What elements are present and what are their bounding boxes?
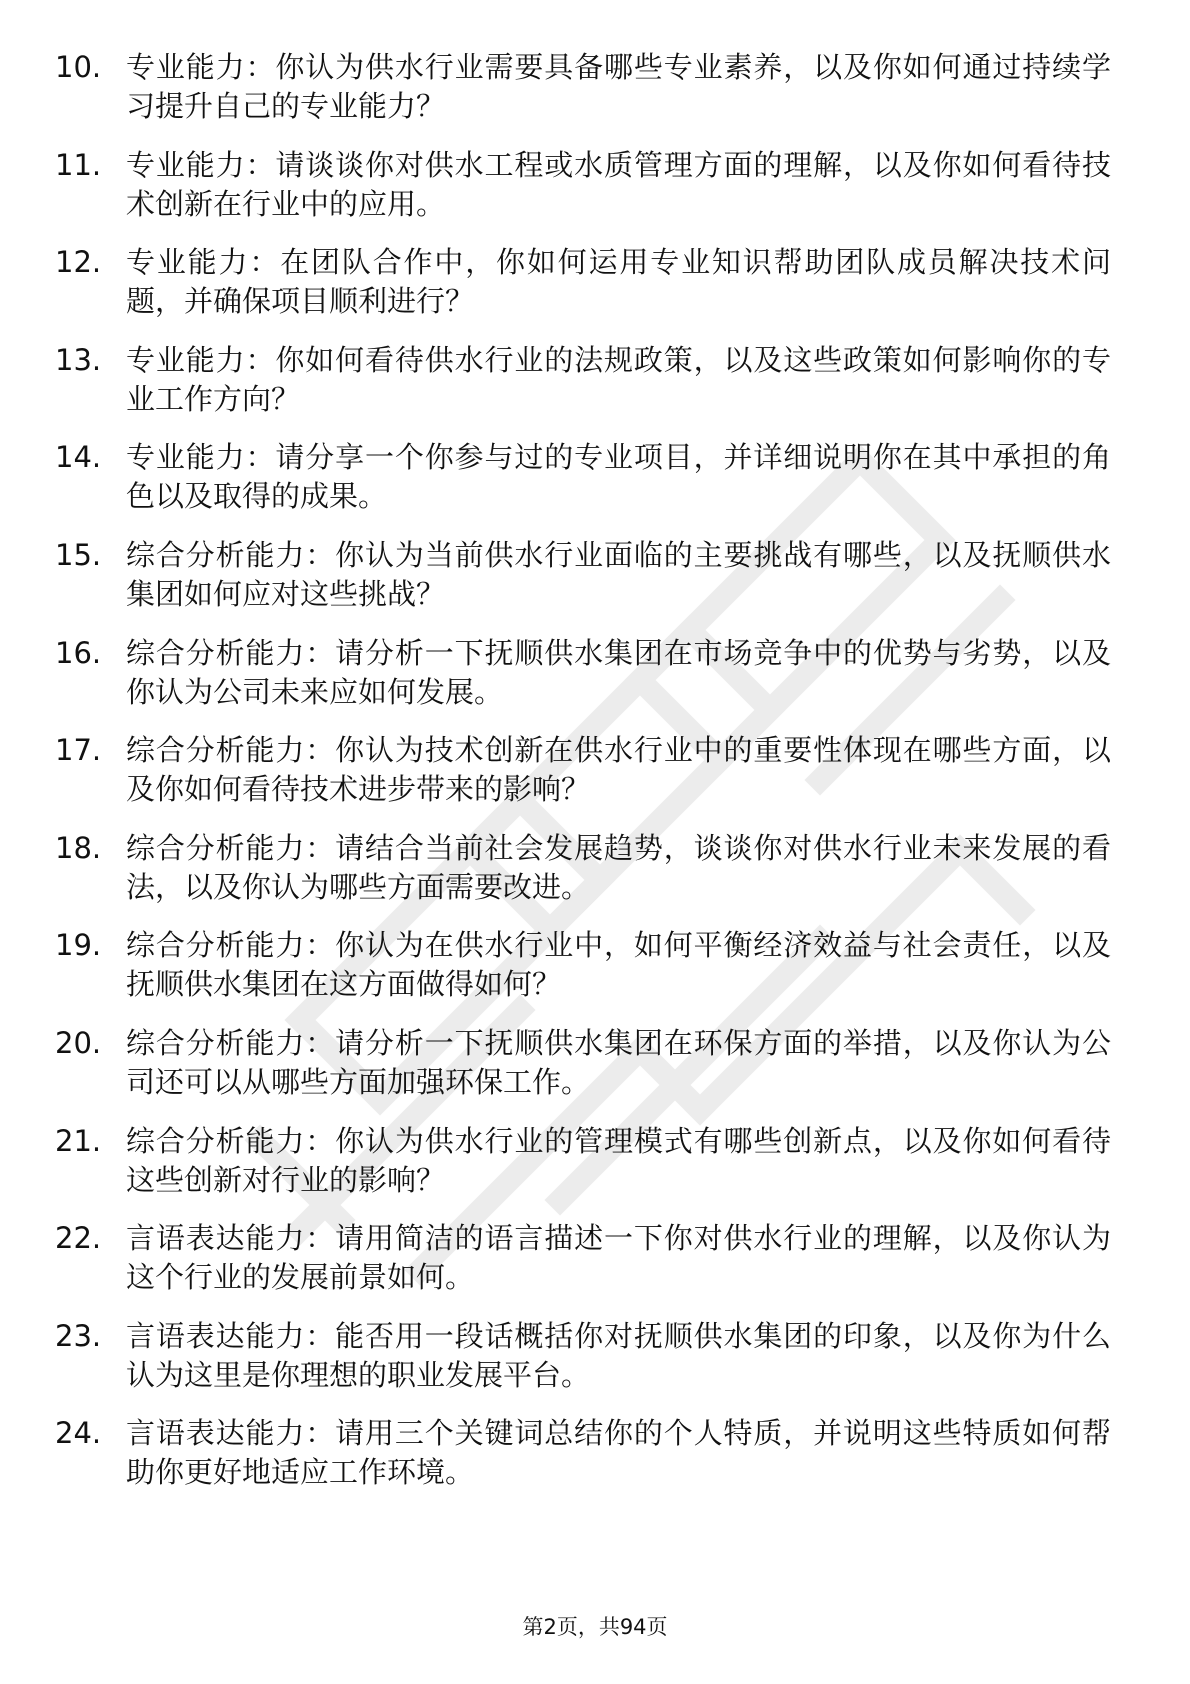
question-number: 11. <box>55 147 102 182</box>
question-text: 综合分析能力：你认为技术创新在供水行业中的重要性体现在哪些方面，以及你如何看待技术进步带来的影响？ <box>126 733 1111 807</box>
question-text: 专业能力：请谈谈你对供水工程或水质管理方面的理解，以及你如何看待技术创新在行业中的应用。 <box>126 147 1111 221</box>
list-item <box>0 243 1190 341</box>
list-item <box>0 341 1190 439</box>
page-number-footer: 第2页，共94页 <box>522 1615 668 1639</box>
question-list <box>0 48 1190 1512</box>
question-text: 言语表达能力：请用三个关键词总结你的个人特质，并说明这些特质如何帮助你更好地适应工作环境。 <box>126 1416 1111 1490</box>
question-text: 专业能力：你认为供水行业需要具备哪些专业素养，以及你如何通过持续学习提升自己的专业能力？ <box>126 50 1111 123</box>
question-number: 18. <box>55 830 102 865</box>
list-item <box>0 48 1190 146</box>
question-number: 23. <box>55 1318 102 1353</box>
question-number: 20. <box>55 1025 102 1060</box>
question-number: 12. <box>55 245 102 280</box>
question-number: 15. <box>55 537 102 572</box>
question-text: 综合分析能力：你认为当前供水行业面临的主要挑战有哪些，以及抚顺供水集团如何应对这些挑战？ <box>126 537 1111 611</box>
question-number: 17. <box>55 733 102 768</box>
list-item <box>0 1414 1190 1512</box>
question-number: 10. <box>55 50 102 84</box>
question-text: 综合分析能力：你认为在供水行业中，如何平衡经济效益与社会责任，以及抚顺供水集团在这方面做得如何？ <box>126 928 1111 1002</box>
question-number: 19. <box>55 928 102 963</box>
list-item <box>0 829 1190 927</box>
list-item <box>0 1024 1190 1122</box>
question-text: 言语表达能力：能否用一段话概括你对抚顺供水集团的印象，以及你为什么认为这里是你理想的职业发展平台。 <box>126 1318 1111 1392</box>
list-item <box>0 731 1190 829</box>
question-text: 综合分析能力：请结合当前社会发展趋势，谈谈你对供水行业未来发展的看法，以及你认为哪些方面需要改进。 <box>126 830 1111 904</box>
question-text: 综合分析能力：请分析一下抚顺供水集团在市场竞争中的优势与劣势，以及你认为公司未来应如何发展。 <box>126 635 1111 709</box>
question-text: 专业能力：在团队合作中，你如何运用专业知识帮助团队成员解决技术问题，并确保项目顺利进行？ <box>126 245 1111 319</box>
question-text: 言语表达能力：请用简洁的语言描述一下你对供水行业的理解，以及你认为这个行业的发展前景如何。 <box>126 1221 1111 1295</box>
question-text: 专业能力：请分享一个你参与过的专业项目，并详细说明你在其中承担的角色以及取得的成果。 <box>126 440 1111 514</box>
question-number: 13. <box>55 342 102 377</box>
list-item <box>0 926 1190 1024</box>
question-text: 综合分析能力：请分析一下抚顺供水集团在环保方面的举措，以及你认为公司还可以从哪些方面加强环保工作。 <box>126 1025 1111 1099</box>
list-item <box>0 536 1190 634</box>
question-number: 16. <box>55 635 102 670</box>
list-item <box>0 1122 1190 1220</box>
question-number: 22. <box>55 1221 102 1256</box>
question-number: 24. <box>55 1416 102 1451</box>
question-text: 综合分析能力：你认为供水行业的管理模式有哪些创新点，以及你如何看待这些创新对行业的影响？ <box>126 1123 1111 1197</box>
question-text: 专业能力：你如何看待供水行业的法规政策，以及这些政策如何影响你的专业工作方向？ <box>126 342 1111 416</box>
list-item <box>0 634 1190 732</box>
list-item <box>0 1219 1190 1317</box>
list-item <box>0 146 1190 244</box>
list-item <box>0 1317 1190 1415</box>
question-number: 14. <box>55 440 102 475</box>
list-item <box>0 438 1190 536</box>
question-number: 21. <box>55 1123 102 1158</box>
